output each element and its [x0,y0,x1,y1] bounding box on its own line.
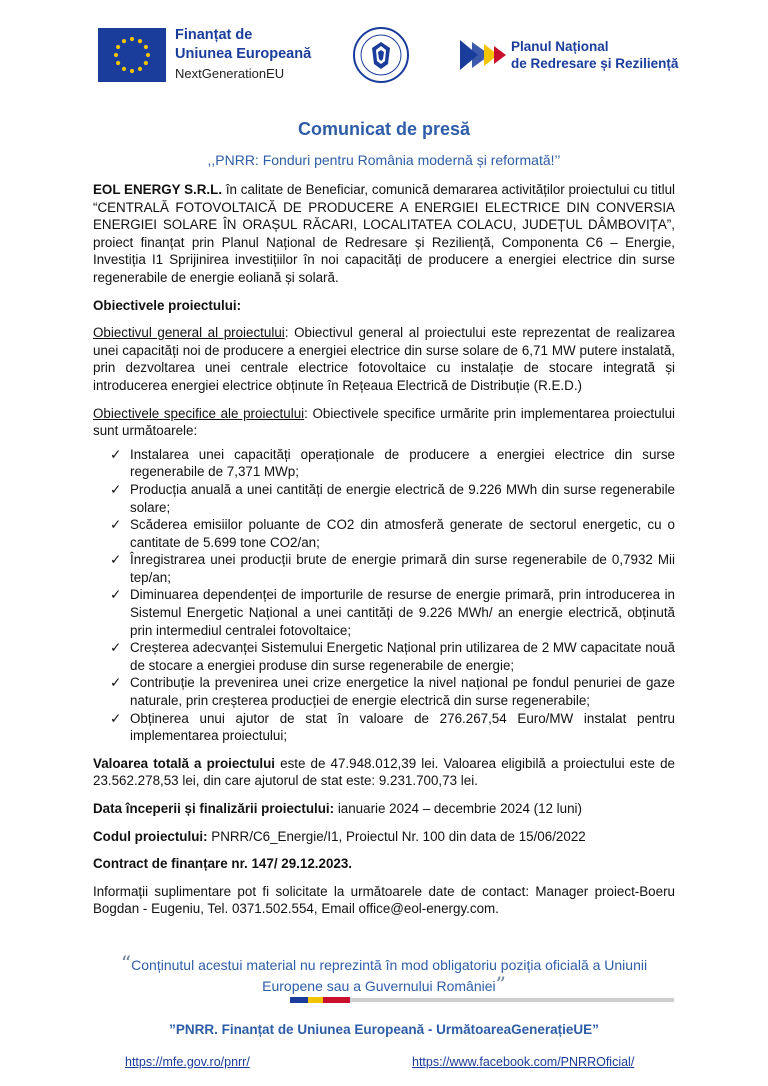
list-item: ✓ Creșterea adecvanței Sistemului Energetic Național prin utilizarea de 2 MW capacitate nouă de stocare a energiei produse din surse regenerabile de energie; [110,640,675,673]
contract-number: Contract de finanțare nr. 147/ 29.12.2023. [93,856,353,872]
divider-flag-icon [290,997,350,1003]
page-title: Comunicat de presă [297,119,471,139]
footer-slogan: ”PNRR. Finanțat de Uniunea Europeană - UrmătoareaGenerațieUE” [169,1022,599,1037]
project-code-label: Codul proiectului: [93,828,208,844]
check-icon: ✓ [110,481,122,497]
specific-objectives-text: : Obiectivele specifice urmărite prin implementarea proiectului sunt următoarele: [93,405,675,439]
check-icon: ✓ [110,517,122,533]
disclaimer-text: Conținutul acestui material nu reprezintă în mod obligatoriu poziția oficială a Uniunii Europene sau a Guvernului României [131,957,648,994]
eu-line1: Finanțat de [175,27,253,43]
list-item: ✓ Înregistrarea unei producții brute de energie primară din surse regenerabile de 0,7932 Mii tep/an; [110,552,675,585]
check-icon: ✓ [110,675,122,691]
eu-star-icon [130,37,134,41]
list-item: ✓ Contribuție la prevenirea unei crize energetice la nivel național pe fondul penuriei de gaze naturale, prin creșterea producției de energie electrică din surse regenerabile; [110,675,675,709]
project-dates [93,800,675,818]
contact-info: Informații suplimentare pot fi solicitate la următoarele date de contact: Manager proiect-Boeru Bogdan - Eugeniu, Tel. 0371.502.554, Email office@eol-energy.com. [93,883,675,917]
list-item: ✓ Scăderea emisiilor poluante de CO2 din atmosferă generate de sectorul energetic, cu o cantitate de 5.699 tone CO2/an; [110,517,675,550]
eu-flag-icon [98,28,166,82]
eu-star-icon [144,45,148,49]
eu-star-icon [114,53,118,57]
list-item: ✓ Producția anuală a unei cantități de energie electrică de 9.226 MWh din surse regenerabile solare; [110,481,675,515]
list-item: ✓ Diminuarea dependenței de importurile de resurse de energie primară, prin introducerea in Sistemul Energetic Național a unei cantități de 9.226 MWh/ an energie electrică, obținută prin intermediul centralei fotovoltaice; [110,587,675,638]
specific-objectives-label: Obiectivele specifice ale proiectului [93,405,305,421]
check-icon: ✓ [110,710,122,726]
specific-objectives-intro [93,405,675,440]
check-icon: ✓ [110,640,122,656]
close-quote: ” [495,972,506,996]
specific-objectives-list [93,446,675,745]
list-item: ✓ Obținerea unui ajutor de stat în valoare de 276.267,54 Euro/MW instalat pentru implementarea proiectului; [110,710,675,744]
eu-star-icon [146,53,150,57]
project-dates-text: ianuarie 2024 – decembrie 2024 (12 luni) [334,801,582,816]
project-dates-label: Data începerii și finalizării proiectului: [93,801,335,816]
eu-funding-text [175,26,311,84]
mfe-link[interactable]: https://mfe.gov.ro/pnrr/ [125,1055,250,1069]
government-seal-icon [352,24,410,86]
check-icon: ✓ [110,446,122,462]
pnrr-text [511,38,678,72]
eu-star-icon [130,69,134,73]
project-value-label: Valoarea totală a proiectului [93,755,276,771]
project-value [93,755,675,790]
list-item: ✓ Instalarea unei capacități operaționale de producere a energiei electrice din surse regenerabile de 7,371 MWp; [110,446,675,480]
general-objective-text: : Obiectivul general al proiectului este reprezentat de realizarea unei capacități noi de producere a energiei electrice din surse solare de 6,71 MW putere instalată, prin dezvoltarea unei centrale electrice fotovoltaice cu instalație de stocare integrată și introducerea energiei electrice obținute în Rețeaua Electrică de Distribuție (R.E.D.) [93,325,675,393]
objectives-heading: Obiectivele proiectului: [93,297,242,313]
eu-star-icon [116,45,120,49]
press-release-body [93,181,675,928]
check-icon: ✓ [110,552,122,568]
pnrr-line1: Planul Național [511,39,609,54]
general-objective-label: Obiectivul general al proiectului [93,325,285,341]
eu-star-icon [144,61,148,65]
eu-star-icon [122,67,126,71]
disclaimer [100,951,668,996]
eu-star-icon [138,39,142,43]
general-objective [93,324,675,394]
facebook-link[interactable]: https://www.facebook.com/PNRROficial/ [412,1055,635,1069]
check-icon: ✓ [110,587,122,603]
eu-star-icon [116,61,120,65]
open-quote: “ [120,951,132,975]
intro-paragraph [93,181,675,287]
company-name: EOL ENERGY S.R.L. [93,182,223,197]
eu-line2: Uniunea Europeană [175,46,312,62]
eu-line3: NextGenerationEU [175,66,285,81]
pnrr-line2: de Redresare și Reziliență [511,56,679,71]
project-code [93,828,675,846]
project-value-text: este de 47.948.012,39 lei. Valoarea eligibilă a proiectului este de 23.562.278,53 lei, din care ajutorul de stat este: 9.231.700,73 lei. [93,755,675,789]
pnrr-logo-icon [460,40,512,70]
eu-star-icon [122,39,126,43]
intro-text: în calitate de Beneficiar, comunică demararea activităților proiectului cu titlul “CENTRALĂ FOTOVOLTAICĂ DE PRODUCERE A ENERGIEI ELECTRICE DIN CONVERSIA ENERGIEI SOLARE ÎN ORAȘUL RĂCARI, LOCALITATEA COLACU, JUDEȚUL DÂMBOVIȚA”, proiect finanțat prin Planul Național de Redresare și Reziliență, Componenta C6 – Energie, Investiția I1 Sprijinirea investițiilor în noi capacități de producere a energiei electrice din surse regenerabile de energie eoliană și solară. [93,182,675,285]
eu-star-icon [138,67,142,71]
project-code-text: PNRR/C6_Energie/I1, Proiectul Nr. 100 din data de 15/06/2022 [207,828,586,844]
page-subtitle: ,,PNRR: Fonduri pentru România modernă și reformată!’’ [207,152,561,168]
header-logos [0,26,768,90]
